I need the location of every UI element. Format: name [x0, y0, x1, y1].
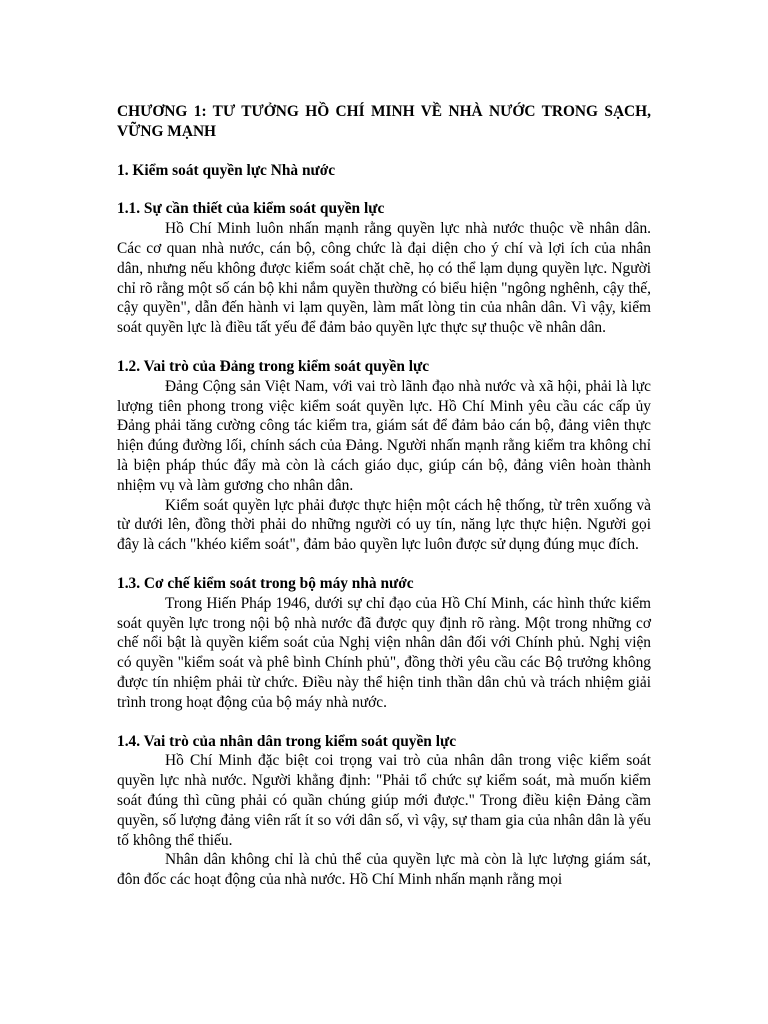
section-1-1-heading: 1.1. Sự cần thiết của kiểm soát quyền lực	[117, 200, 385, 218]
section-1-4-heading: 1.4. Vai trò của nhân dân trong kiểm soát quyền lực	[117, 732, 457, 750]
section-1-heading: 1. Kiểm soát quyền lực Nhà nước	[117, 161, 336, 179]
document-page	[117, 102, 651, 909]
section-1-1	[117, 199, 651, 338]
section-1-1-paragraph: Hồ Chí Minh luôn nhấn mạnh rằng quyền lực nhà nước thuộc về nhân dân. Các cơ quan nhà nước, cán bộ, công chức là đại diện cho ý chí và lợi ích của nhân dân, nhưng nếu không được kiểm soát chặt chẽ, họ có thể lạm dụng quyền lực. Người chỉ rõ rằng một số cán bộ khi nắm quyền thường có biểu hiện "ngông nghênh, cậy thế, cậy quyền", dẫn đến hành vi lạm quyền, làm mất lòng tin của nhân dân. Vì vậy, kiểm soát quyền lực là điều tất yếu để đảm bảo quyền lực thực sự thuộc về nhân dân.	[117, 220, 651, 337]
section-1-4	[117, 732, 651, 890]
section-1-3-paragraph: Trong Hiến Pháp 1946, dưới sự chỉ đạo của Hồ Chí Minh, các hình thức kiểm soát quyền lực trong nội bộ nhà nước đã được quy định rõ ràng. Một trong những cơ chế nổi bật là quyền kiểm soát của Nghị viện nhân dân đối với Chính phủ. Nghị viện có quyền "kiểm soát và phê bình Chính phủ", đồng thời yêu cầu các Bộ trưởng không được tín nhiệm phải từ chức. Điều này thể hiện tinh thần dân chủ và trách nhiệm giải trình trong hoạt động của bộ máy nhà nước.	[117, 594, 651, 711]
section-1-2	[117, 357, 651, 555]
section-1-2-paragraph: Đảng Cộng sản Việt Nam, với vai trò lãnh đạo nhà nước và xã hội, phải là lực lượng tiên phong trong việc kiểm soát quyền lực. Hồ Chí Minh yêu cầu các cấp ủy Đảng phải tăng cường công tác kiểm tra, giám sát để đảm bảo cán bộ, đảng viên thực hiện đúng đường lối, chính sách của Đảng. Người nhấn mạnh rằng kiểm tra không chỉ là biện pháp thúc đẩy mà còn là cách giáo dục, giúp cán bộ, đảng viên hoàn thành nhiệm vụ và làm gương cho nhân dân.	[117, 377, 651, 494]
section-1-2-paragraph: Kiểm soát quyền lực phải được thực hiện một cách hệ thống, từ trên xuống và từ dưới lên, đồng thời phải do những người có uy tín, năng lực thực hiện. Người gọi đây là cách "khéo kiểm soát", đảm bảo quyền lực luôn được sử dụng đúng mục đích.	[117, 496, 651, 554]
section-1-3-heading: 1.3. Cơ chế kiểm soát trong bộ máy nhà nước	[117, 574, 414, 592]
section-1-4-paragraph: Hồ Chí Minh đặc biệt coi trọng vai trò của nhân dân trong việc kiểm soát quyền lực nhà nước. Người khẳng định: "Phải tổ chức sự kiểm soát, mà muốn kiểm soát đúng thì cũng phải có quần chúng giúp mới được." Trong điều kiện Đảng cầm quyền, số lượng đảng viên rất ít so với dân số, vì vậy, sự tham gia của nhân dân là yếu tố không thể thiếu.	[117, 752, 651, 849]
chapter-title: CHƯƠNG 1: TƯ TƯỞNG HỒ CHÍ MINH VỀ NHÀ NƯỚC TRONG SẠCH, VỮNG MẠNH	[117, 103, 651, 140]
section-1-3	[117, 574, 651, 713]
section-1-4-paragraph: Nhân dân không chỉ là chủ thể của quyền lực mà còn là lực lượng giám sát, đôn đốc các hoạt động của nhà nước. Hồ Chí Minh nhấn mạnh rằng mọi	[117, 851, 651, 889]
section-1-2-heading: 1.2. Vai trò của Đảng trong kiểm soát quyền lực	[117, 357, 430, 375]
